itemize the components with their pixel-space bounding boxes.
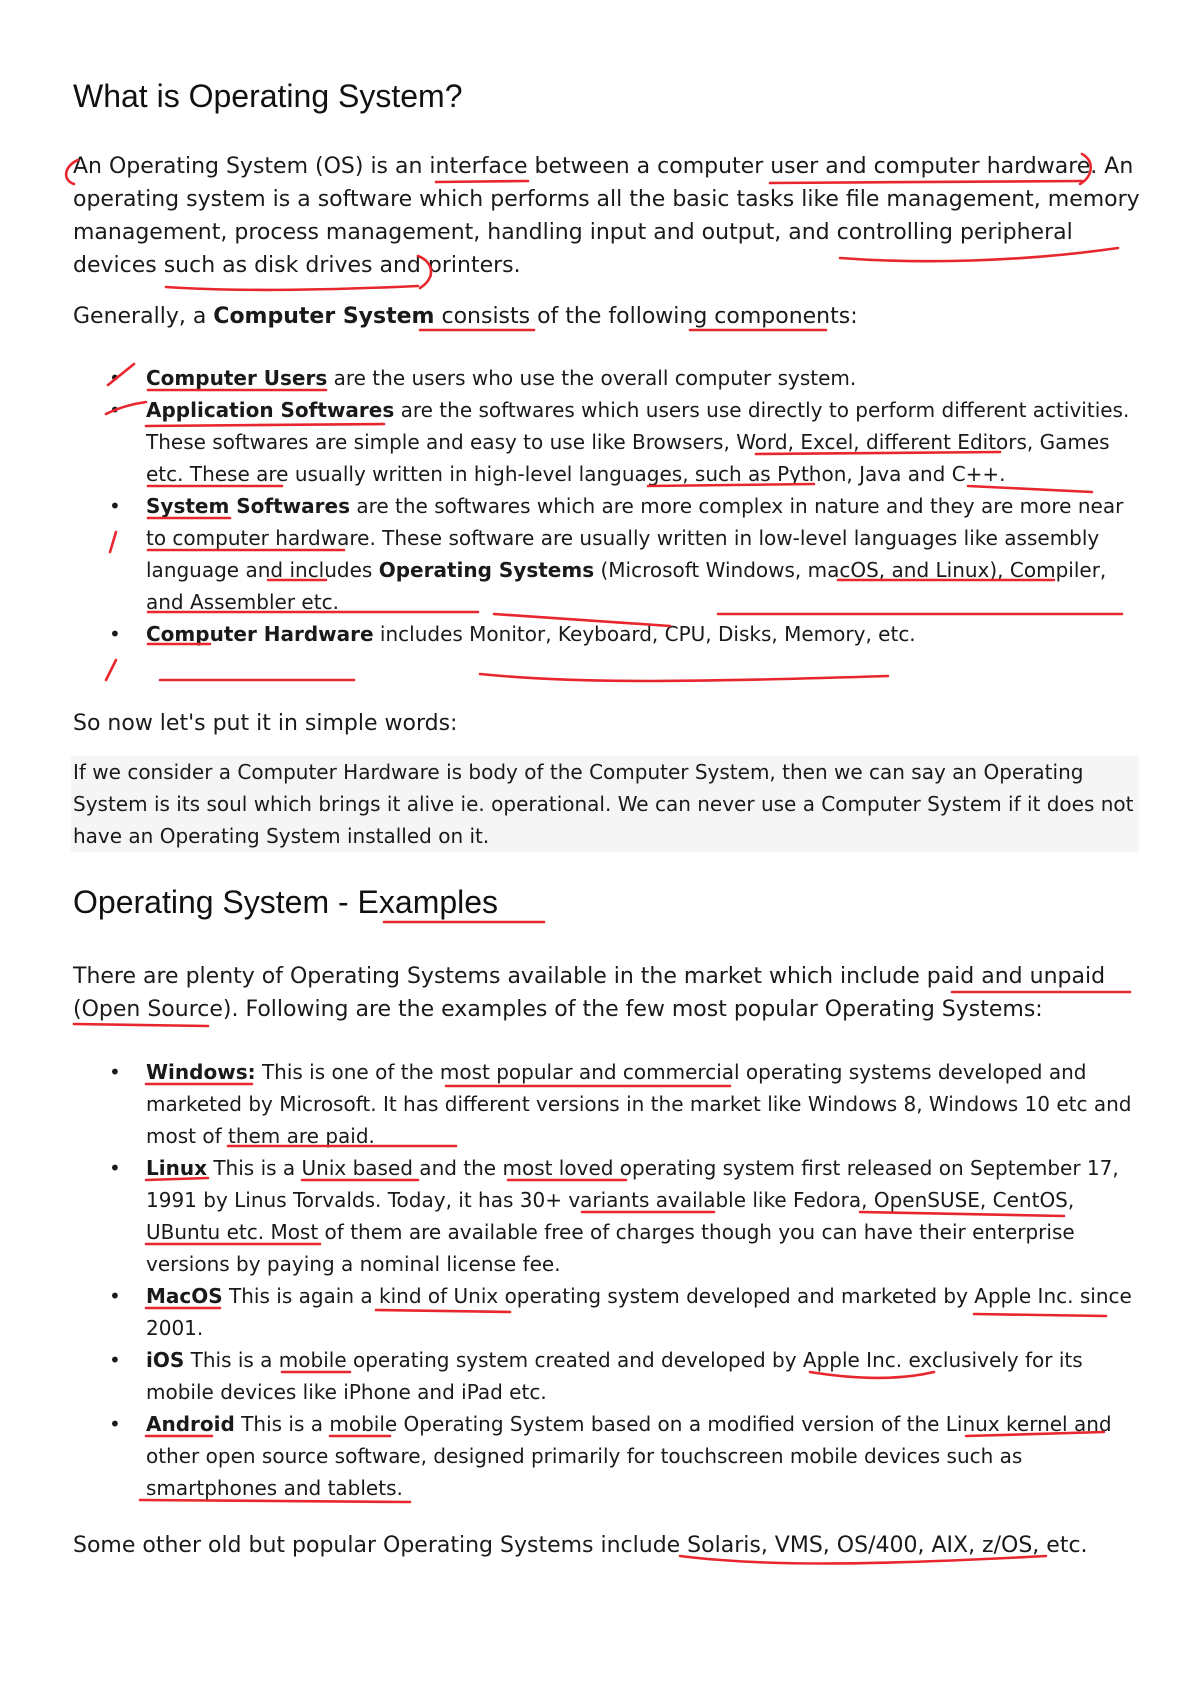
section-title-what-is-os: What is Operating System? bbox=[73, 78, 463, 114]
bullet-icon: • bbox=[109, 1348, 121, 1372]
section-title-examples: Operating System - Examples bbox=[73, 884, 499, 920]
example-term: Windows: bbox=[146, 1060, 256, 1084]
annotation-mark bbox=[480, 674, 888, 681]
component-term: Computer Hardware bbox=[146, 622, 374, 646]
os-definition-paragraph: An Operating System (OS) is an interface between a computer user and computer hardware. An operating system is a software which performs all the basic tasks like file management, memory management, process management, handling input and output, and controlling peripheral devices such as disk drives and printers. bbox=[73, 154, 1140, 278]
list-item bbox=[73, 1056, 1140, 1152]
examples-list bbox=[73, 1056, 1140, 1504]
components-intro-paragraph bbox=[73, 300, 1140, 333]
list-item bbox=[73, 1152, 1140, 1280]
bullet-icon: • bbox=[109, 494, 121, 518]
components-intro-suffix: consists of the following components: bbox=[434, 304, 858, 329]
other-os-paragraph: Some other old but popular Operating Systems include Solaris, VMS, OS/400, AIX, z/OS, etc. bbox=[73, 1533, 1088, 1558]
bullet-icon: • bbox=[109, 1060, 121, 1084]
component-term: Application Softwares bbox=[146, 398, 395, 422]
example-term: MacOS bbox=[146, 1284, 223, 1308]
list-item bbox=[73, 1408, 1140, 1504]
example-text: This is a mobile Operating System based on a modified version of the Linux kernel and other open source software, designed primarily for touchscreen mobile devices such as smartphones and tablets. bbox=[146, 1412, 1112, 1500]
component-text-continued: (Microsoft Windows, macOS, and Linux), Compiler, and Assembler etc. bbox=[146, 558, 1107, 614]
bullet-icon: • bbox=[109, 366, 121, 390]
example-text: This is a mobile operating system created and developed by Apple Inc. exclusively for its mobile devices like iPhone and iPad etc. bbox=[146, 1348, 1083, 1404]
components-intro-bold: Computer System bbox=[213, 304, 435, 329]
component-text: are the softwares which are more complex in nature and they are more near to computer hardware. These software are usually written in low-level languages like assembly language and includes bbox=[146, 494, 1124, 582]
list-item bbox=[73, 394, 1140, 490]
component-text: are the users who use the overall computer system. bbox=[327, 366, 857, 390]
component-term-operating-systems: Operating Systems bbox=[378, 558, 595, 582]
bullet-icon: • bbox=[109, 1284, 121, 1308]
component-term: System Softwares bbox=[146, 494, 350, 518]
examples-intro-paragraph: There are plenty of Operating Systems available in the market which include paid and unpaid (Open Source). Following are the examples of the few most popular Operating Systems: bbox=[73, 964, 1106, 1022]
quote-block: If we consider a Computer Hardware is body of the Computer System, then we can say an Operating System is its soul which brings it alive ie. operational. We can never use a Computer System if it does not have an Operating System installed on it. bbox=[71, 756, 1139, 852]
component-text: includes Monitor, Keyboard, CPU, Disks, Memory, etc. bbox=[373, 622, 916, 646]
list-item bbox=[73, 1280, 1140, 1344]
components-list bbox=[73, 362, 1140, 650]
annotation-mark bbox=[166, 286, 418, 290]
components-intro-prefix: Generally, a bbox=[73, 304, 214, 329]
list-item bbox=[73, 1344, 1140, 1408]
example-term: iOS bbox=[146, 1348, 185, 1372]
example-text: This is a Unix based and the most loved operating system first released on September 17, 1991 by Linus Torvalds. Today, it has 30+ variants available like Fedora, OpenSUSE, CentOS, UBuntu etc. Most of them are available free of charges though you can have their enterprise versions by paying a nominal license fee. bbox=[146, 1156, 1119, 1276]
list-item bbox=[73, 362, 1140, 394]
list-item bbox=[73, 618, 1140, 650]
list-item bbox=[73, 490, 1140, 618]
bullet-icon: • bbox=[109, 398, 121, 422]
example-text: This is again a kind of Unix operating system developed and marketed by Apple Inc. since 2001. bbox=[146, 1284, 1132, 1340]
simple-words-paragraph: So now let's put it in simple words: bbox=[73, 711, 458, 736]
example-text: This is one of the most popular and commercial operating systems developed and marketed by Microsoft. It has different versions in the market like Windows 8, Windows 10 etc and most of them are paid. bbox=[146, 1060, 1132, 1148]
example-term: Linux bbox=[146, 1156, 207, 1180]
bullet-icon: • bbox=[109, 1412, 121, 1436]
bullet-icon: • bbox=[109, 1156, 121, 1180]
example-term: Android bbox=[146, 1412, 235, 1436]
annotation-mark bbox=[106, 660, 116, 680]
component-term: Computer Users bbox=[146, 366, 328, 390]
bullet-icon: • bbox=[109, 622, 121, 646]
component-text: are the softwares which users use directly to perform different activities. These softwares are simple and easy to use like Browsers, Word, Excel, different Editors, Games etc. These are usually written in high-level languages, such as Python, Java and C++. bbox=[146, 398, 1130, 486]
